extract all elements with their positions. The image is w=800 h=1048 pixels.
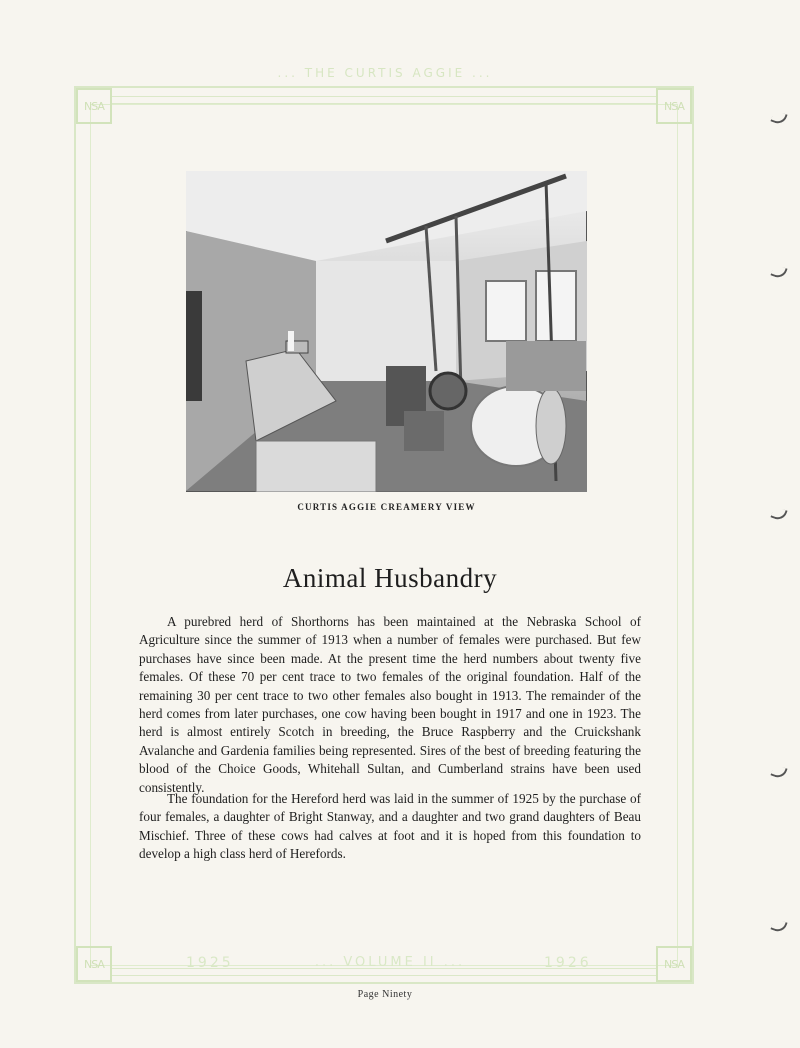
binder-hole-mark — [770, 764, 787, 780]
article-paragraph: A purebred herd of Shorthorns has been maintained at the Nebraska School of Agriculture since the summer of 1913 when a number of females were purchased. But few purchases have since been made. At the present time the herd numbers about twenty five females. Of these 70 per cent trace to two females of the original foundation. Half of the remaining 30 per cent trace to two other females also bought in 1913. The remainder of the herd comes from later purchases, one cow having been bought in 1917 and one in 1923. The herd is almost entirely Scotch in breeding, the Bruce Raspberry and the Cruickshank Avalanche and Gardenia families being represented. Sires of the best of breeding featuring the blood of the Choice Goods, Whitehall Sultan, and Cumberland strains have been used consistently. — [139, 614, 641, 795]
article-title: Animal Husbandry — [282, 563, 498, 593]
frame-year-right: 1926 — [544, 955, 592, 971]
creamery-photo-illustration — [186, 171, 587, 492]
corner-monogram-top-left: NSA — [76, 88, 112, 124]
photo-caption: CURTIS AGGIE CREAMERY VIEW — [297, 502, 476, 512]
corner-monogram-bottom-left: NSA — [76, 946, 112, 982]
running-header: ... THE CURTIS AGGIE ... — [277, 66, 493, 80]
binder-hole-mark — [770, 264, 787, 280]
creamery-photograph — [186, 171, 587, 492]
frame-volume: ... VOLUME II ... — [314, 955, 466, 970]
corner-monogram-bottom-right: NSA — [656, 946, 692, 982]
binder-hole-mark — [770, 110, 787, 126]
corner-monogram-top-right: NSA — [656, 88, 692, 124]
page-number: Page Ninety — [357, 989, 413, 1000]
binder-hole-mark — [770, 918, 787, 934]
binder-hole-mark — [770, 506, 787, 522]
frame-year-left: 1925 — [186, 955, 234, 971]
frame-rule-top — [110, 96, 658, 104]
article-paragraph: The foundation for the Hereford herd was laid in the summer of 1925 by the purchase of four females, a daughter of Bright Stanway, and a daughter and two grand daughters of Beau Mischief. Three of these cows had calves at foot and it is hoped from this foundation to develop a high class herd of Herefords. — [139, 791, 641, 862]
